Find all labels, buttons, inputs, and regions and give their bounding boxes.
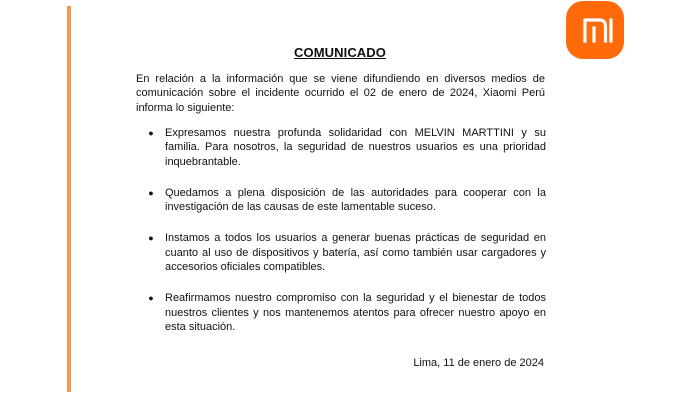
bullet-icon: ● — [148, 187, 154, 198]
bullet-icon: ● — [148, 233, 154, 244]
document-title: COMUNICADO — [294, 45, 386, 60]
date-signoff: Lima, 11 de enero de 2024 — [413, 357, 544, 369]
statement-list — [136, 126, 546, 334]
statement-item — [136, 186, 546, 215]
statement-text: Quedamos a plena disposición de las autoridades para cooperar con la investigación de las causas de este lamentable suceso. — [165, 186, 546, 214]
statement-text: Instamos a todos los usuarios a generar buenas prácticas de seguridad en cuanto al uso de dispositivos y batería, así como también usar cargadores y accesorios oficiales compatibles. — [165, 232, 546, 274]
statement-item — [136, 231, 546, 274]
statement-item — [136, 126, 546, 169]
left-accent-rule — [67, 6, 71, 392]
statement-text: Expresamos nuestra profunda solidaridad con MELVIN MARTTINI y su familia. Para nosotros, la seguridad de nuestros usuarios es una prioridad inquebrantable. — [165, 127, 546, 168]
bullet-icon: ● — [148, 128, 154, 138]
intro-paragraph: En relación a la información que se viene difundiendo en diversos medios de comunicación sobre el incidente ocurrido el 02 de enero de 2024, Xiaomi Perú informa lo siguiente: — [136, 73, 545, 114]
statement-item — [136, 291, 546, 334]
statement-text: Reafirmamos nuestro compromiso con la seguridad y el bienestar de todos nuestros clientes y nos mantenemos atentos para ofrecer nuestro apoyo en esta situación. — [165, 292, 546, 333]
bullet-icon: ● — [148, 293, 154, 304]
